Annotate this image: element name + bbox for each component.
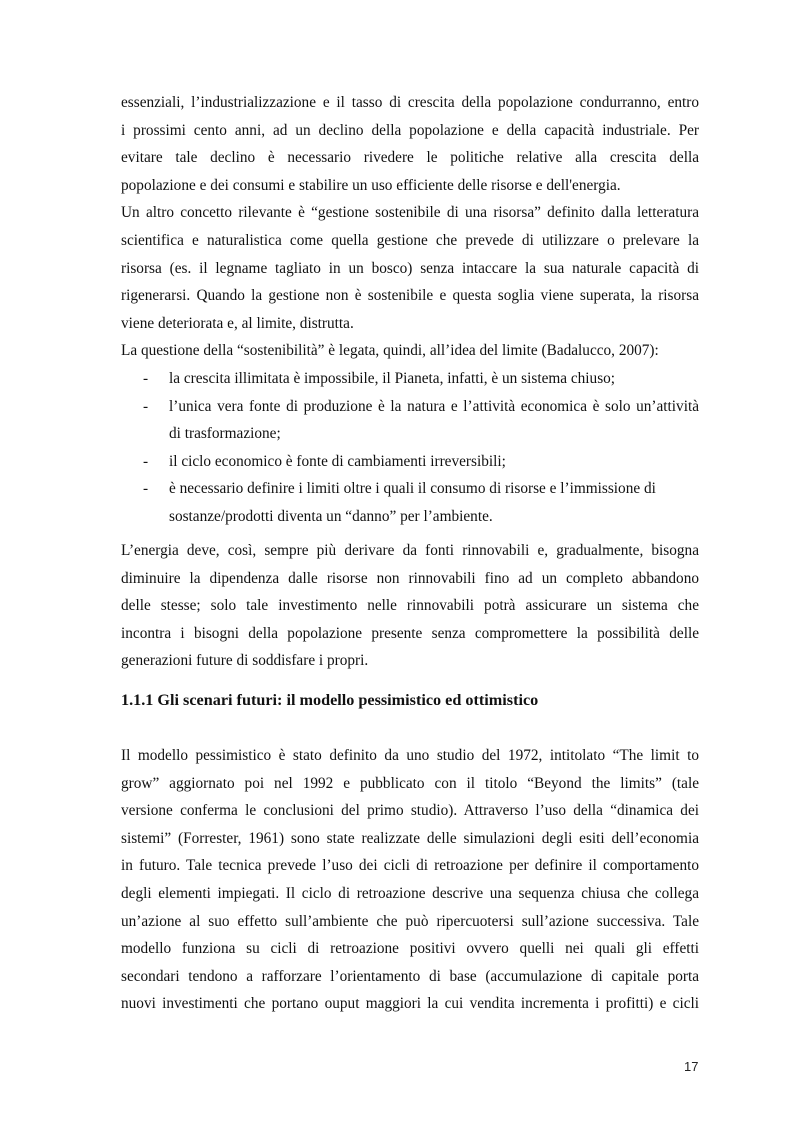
list-item-text: l’unica vera fonte di produzione è la natura e l’attività economica è solo un’attività: [169, 397, 699, 415]
list-item: [121, 448, 699, 476]
bullet-list: [121, 365, 699, 531]
bullet-dash: -: [143, 397, 149, 415]
text-line: essenziali, l’industrializzazione e il tasso di crescita della popolazione condurranno, entro: [121, 94, 699, 111]
paragraph-block-2: [121, 537, 699, 675]
text-line: degli elementi impiegati. Il ciclo di retroazione descrive una sequenza chiusa che collega: [121, 884, 699, 902]
text-line: L’energia deve, così, sempre più derivare da fonti rinnovabili e, gradualmente, bisogna: [121, 542, 699, 559]
list-item-text: la crescita illimitata è impossibile, il Pianeta, infatti, è un sistema chiuso;: [169, 370, 616, 387]
text-line: evitare tale declino è necessario rivedere le politiche relative alla crescita della: [121, 149, 699, 167]
paragraph-block-3: [121, 742, 699, 1018]
list-item: [121, 393, 699, 421]
text-line: nuovi investimenti che portano ouput maggiori la cui vendita incrementa i profitti) e cicli: [121, 995, 699, 1013]
text-line: sistemi” (Forrester, 1961) sono state realizzate delle simulazioni degli esiti dell’economia: [121, 829, 699, 847]
text-line: Il modello pessimistico è stato definito da uno studio del 1972, intitolato “The limit to: [121, 747, 699, 764]
section-heading: 1.1.1 Gli scenari futuri: il modello pessimistico ed ottimistico: [121, 691, 539, 709]
text-line: delle stesse; solo tale investimento nelle rinnovabili potrà assicurare un sistema che: [121, 597, 699, 615]
text-line: modello funziona su cicli di retroazione positivi ovvero quelli nei quali gli effetti: [121, 940, 699, 958]
list-item-text: è necessario definire i limiti oltre i quali il consumo di risorse e l’immissione di: [169, 480, 656, 498]
list-item: [121, 475, 699, 503]
page-number: 17: [684, 1059, 699, 1074]
list-item-continuation: di trasformazione;: [169, 425, 281, 443]
text-line: diminuire la dipendenza dalle risorse non rinnovabili fino ad un completo abbandono: [121, 569, 699, 587]
text-line: viene deteriorata e, al limite, distrutta.: [121, 314, 354, 332]
list-item-continuation: sostanze/prodotti diventa un “danno” per l’ambiente.: [169, 507, 493, 525]
bullet-dash: -: [143, 480, 149, 498]
text-line: versione conferma le conclusioni del primo studio). Attraverso l’uso della “dinamica dei: [121, 802, 699, 820]
text-line: grow” aggiornato poi nel 1992 e pubblicato con il titolo “Beyond the limits” (tale: [121, 774, 699, 792]
text-line: popolazione e dei consumi e stabilire un uso efficiente delle risorse e dell'energia.: [121, 176, 621, 194]
text-line: risorsa (es. il legname tagliato in un bosco) senza intaccare la sua naturale capacità di: [121, 259, 699, 277]
paragraph-block-1: [121, 89, 699, 365]
list-item-text: il ciclo economico è fonte di cambiamenti irreversibili;: [169, 452, 506, 470]
text-line: La questione della “sostenibilità” è legata, quindi, all’idea del limite (Badalucco, 2007):: [121, 342, 659, 360]
text-line: in futuro. Tale tecnica prevede l’uso dei cicli di retroazione per definire il comportamento: [121, 857, 699, 875]
text-line: secondari tendono a rafforzare l’orientamento di base (accumulazione di capitale porta: [121, 967, 699, 985]
text-line: rigenerarsi. Quando la gestione non è sostenibile e questa soglia viene superata, la risorsa: [121, 287, 699, 305]
text-line: Un altro concetto rilevante è “gestione sostenibile di una risorsa” definito dalla letteratura: [121, 204, 699, 222]
bullet-dash: -: [143, 452, 149, 470]
bullet-dash: -: [143, 370, 149, 387]
text-line: i prossimi cento anni, ad un declino della popolazione e della capacità industriale. Per: [121, 121, 699, 139]
text-line: incontra i bisogni della popolazione presente senza compromettere la possibilità delle: [121, 624, 699, 642]
text-line: un’azione al suo effetto sull’ambiente che può ripercuotersi sull’azione successiva. Tale: [121, 912, 699, 930]
text-line: scientifica e naturalistica come quella gestione che prevede di utilizzare o prelevare la: [121, 231, 699, 249]
text-line: generazioni future di soddisfare i propri.: [121, 652, 369, 670]
list-item: [121, 365, 699, 393]
